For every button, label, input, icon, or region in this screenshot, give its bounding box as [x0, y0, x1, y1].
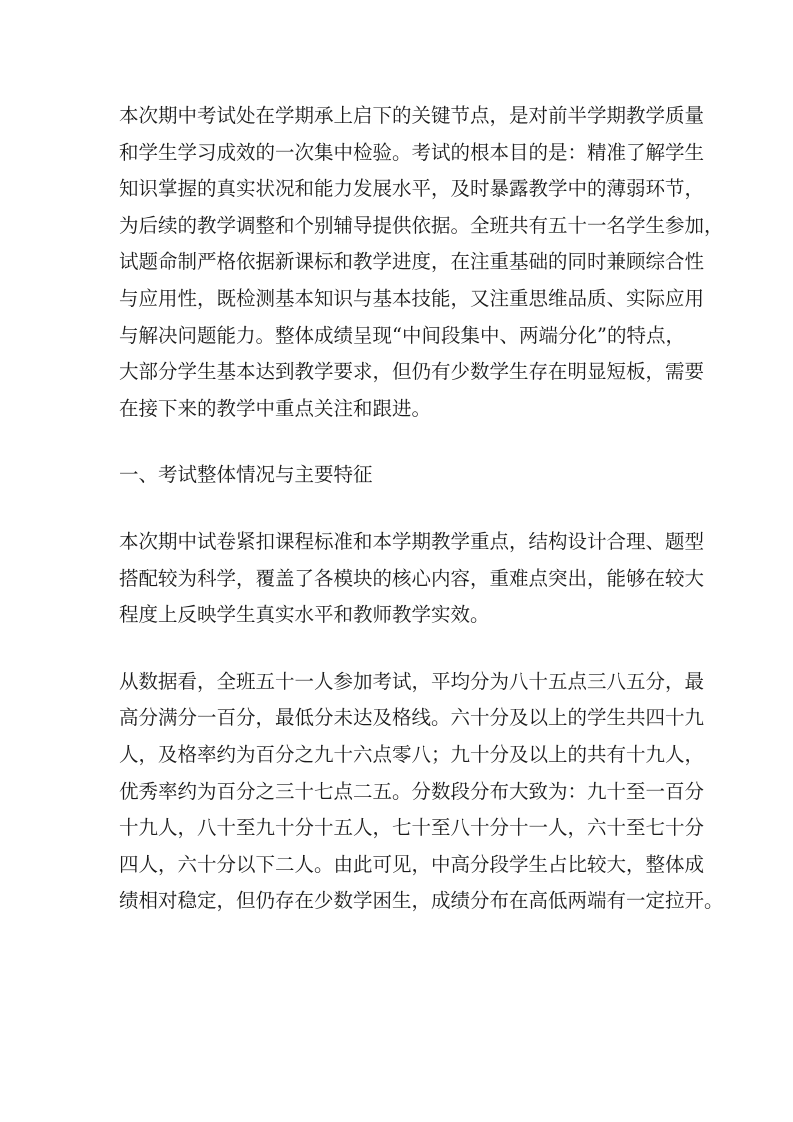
body-paragraph-1	[119, 524, 705, 634]
text-line: 试题命制严格依据新课标和教学进度，在注重基础的同时兼顾综合性	[119, 250, 705, 274]
text-line: 知识掌握的真实状况和能力发展水平，及时暴露教学中的薄弱环节，	[119, 177, 705, 201]
text-line: 为后续的教学调整和个别辅导提供依据。全班共有五十一名学生参加，	[119, 213, 724, 237]
text-line: 高分满分一百分，最低分未达及格线。六十分及以上的学生共四十九	[119, 706, 705, 730]
text-line: 在接下来的教学中重点关注和跟进。	[119, 396, 432, 420]
intro-paragraph	[119, 98, 724, 427]
text-line: 本次期中试卷紧扣课程标准和本学期教学重点，结构设计合理、题型	[119, 529, 705, 553]
text-line: 四人，六十分以下二人。由此可见，中高分段学生占比较大，整体成	[119, 852, 705, 876]
text-line: 程度上反映学生真实水平和教师教学实效。	[119, 603, 490, 627]
section-heading	[119, 457, 685, 494]
text-line: 和学生学习成效的一次集中检验。考试的根本目的是：精准了解学生	[119, 140, 705, 164]
text-line: 人，及格率约为百分之九十六点零八；九十分及以上的共有十九人，	[119, 742, 705, 766]
text-line: 大部分学生基本达到教学要求，但仍有少数学生存在明显短板，需要	[119, 360, 705, 384]
text-line: 从数据看，全班五十一人参加考试，平均分为八十五点三八五分，最	[119, 669, 705, 693]
text-line: 本次期中考试处在学期承上启下的关键节点，是对前半学期教学质量	[119, 104, 705, 127]
text-line: 优秀率约为百分之三十七点二五。分数段分布大致为：九十至一百分	[119, 779, 705, 803]
text-line: 与解决问题能力。整体成绩呈现“中间段集中、两端分化”的特点，	[119, 323, 685, 347]
text-line: 与应用性，既检测基本知识与基本技能，又注重思维品质、实际应用	[119, 286, 705, 310]
body-paragraph-2	[119, 664, 724, 920]
document-body	[119, 98, 724, 920]
text-line: 十九人，八十至九十分十五人，七十至八十分十一人，六十至七十分	[119, 816, 705, 840]
text-line: 绩相对稳定，但仍存在少数学困生，成绩分布在高低两端有一定拉开。	[119, 889, 724, 913]
section-heading-text: 一、考试整体情况与主要特征	[119, 463, 373, 487]
text-line: 搭配较为科学，覆盖了各模块的核心内容，重难点突出，能够在较大	[119, 566, 705, 590]
